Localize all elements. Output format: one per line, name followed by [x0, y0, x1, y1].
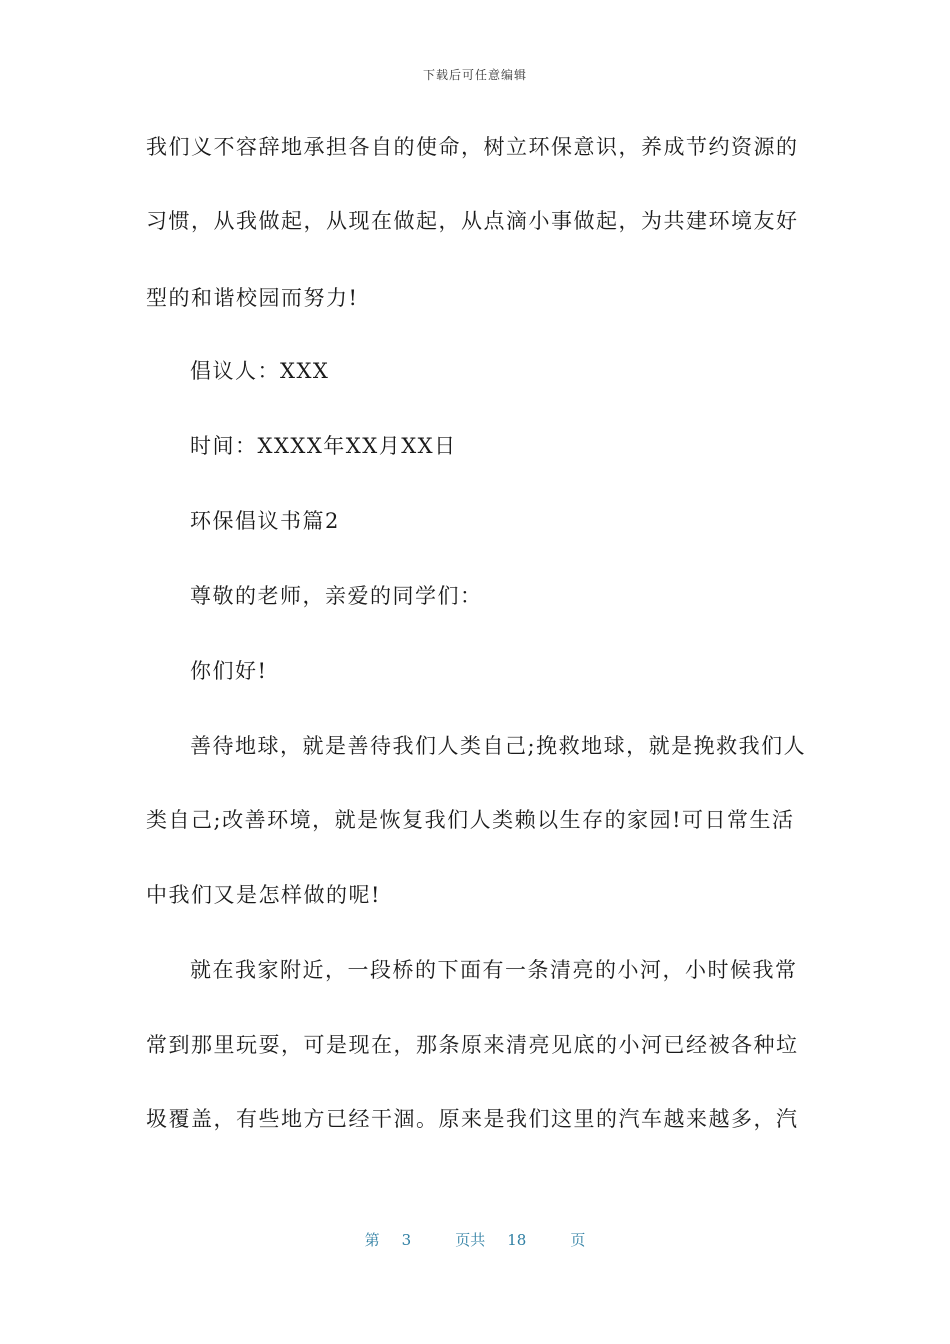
body-line: 类自己;改善环境，就是恢复我们人类赖以生存的家园!可日常生活: [146, 808, 795, 832]
salutation-line: 尊敬的老师，亲爱的同学们：: [190, 584, 483, 608]
body-line: 我们义不容辞地承担各自的使命，树立环保意识，养成节约资源的: [146, 135, 799, 159]
body-line: 常到那里玩耍，可是现在，那条原来清亮见底的小河已经被各种垃: [146, 1033, 799, 1057]
page-footer: [0, 1229, 950, 1250]
body-line: 善待地球，就是善待我们人类自己;挽救地球，就是挽救我们人: [190, 734, 807, 758]
body-line: 型的和谐校园而努力!: [146, 286, 359, 310]
greeting-line: 你们好!: [190, 659, 268, 683]
body-line: 习惯，从我做起，从现在做起，从点滴小事做起，为共建环境友好: [146, 209, 799, 233]
page-header: 下载后可任意编辑: [422, 68, 527, 82]
footer-page-label: 第: [364, 1231, 380, 1249]
date-line: 时间：XXXX年XX月XX日: [190, 434, 457, 458]
body-line: 中我们又是怎样做的呢!: [146, 883, 381, 907]
footer-page-of: 页共: [455, 1231, 486, 1249]
section-title: 环保倡议书篇2: [190, 509, 340, 533]
signatory-line: 倡议人：XXX: [190, 359, 330, 383]
body-line: 就在我家附近，一段桥的下面有一条清亮的小河，小时候我常: [190, 958, 798, 982]
footer-total-pages: 18: [507, 1231, 527, 1249]
body-line: 圾覆盖，有些地方已经干涸。原来是我们这里的汽车越来越多，汽: [146, 1107, 799, 1131]
footer-page-number: 3: [401, 1231, 412, 1249]
footer-page-suffix: 页: [570, 1231, 586, 1249]
